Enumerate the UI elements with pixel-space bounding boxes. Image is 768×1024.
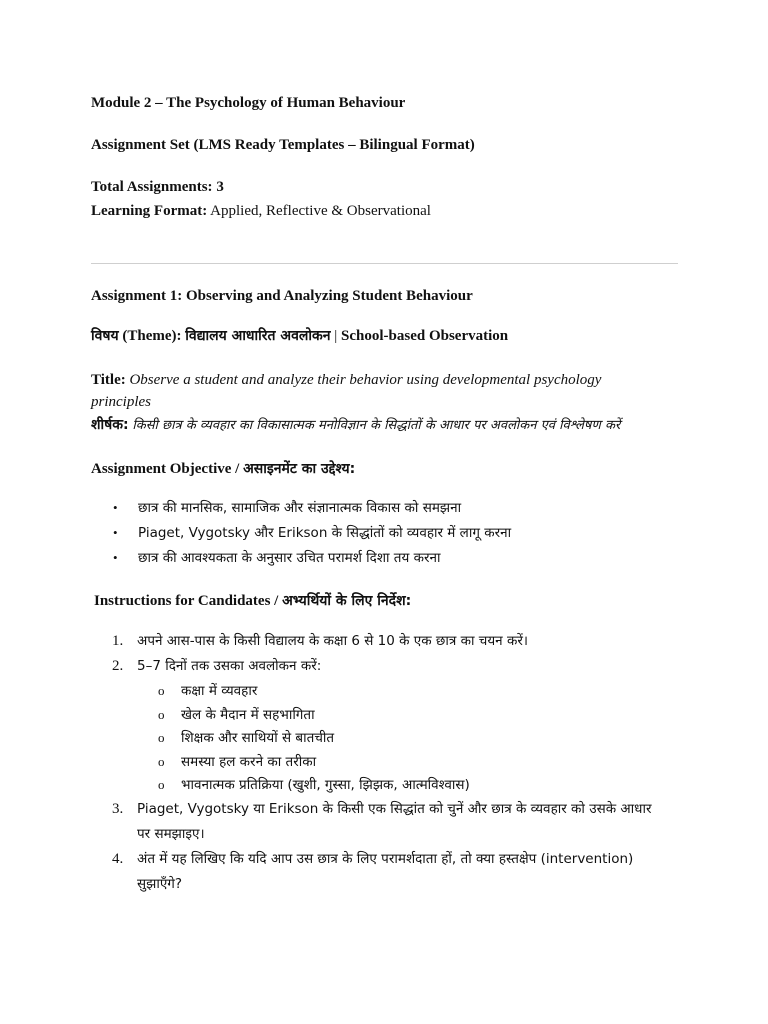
instructions-label-hindi: अभ्यर्थियों के लिए निर्देश:: [282, 593, 412, 609]
objective-list: [91, 497, 678, 572]
hollow-bullet-icon: o: [158, 777, 165, 792]
module-title: Module 2 – The Psychology of Human Behaviour: [91, 95, 406, 111]
sub-item-text: समस्या हल करने का तरीका: [181, 753, 317, 770]
assignment-heading: Assignment 1: Observing and Analyzing Student Behaviour: [91, 288, 473, 304]
step-text: 5–7 दिनों तक उसका अवलोकन करें:: [137, 658, 322, 674]
hollow-bullet-icon: o: [158, 753, 165, 769]
learning-format-line: [91, 200, 678, 222]
title-hindi-value: किसी छात्र के व्यवहार का विकासात्मक मनोविज्ञान के सिद्धांतों के आधार पर अवलोकन एवं विश्लेषण करें: [132, 418, 621, 433]
bullet-icon: •: [113, 500, 118, 515]
objective-label-hindi: असाइनमेंट का उद्देश्य:: [243, 461, 356, 477]
step-text: अपने आस-पास के किसी विद्यालय के कक्षा 6 से 10 के एक छात्र का चयन करें।: [137, 633, 528, 649]
observation-sub-item: [91, 704, 688, 728]
instruction-step: [91, 848, 688, 898]
bullet-icon: •: [113, 550, 118, 565]
objective-item-text: Piaget, Vygotsky और Erikson के सिद्धांतों को व्यवहार में लागू करना: [138, 525, 512, 541]
title-label: Title:: [91, 372, 126, 388]
total-assignments-value: 3: [216, 179, 224, 195]
sub-item-text: भावनात्मक प्रतिक्रिया (खुशी, गुस्सा, झिझक, आत्मविश्वास): [181, 777, 470, 793]
theme-label-hindi: विषय: [91, 328, 119, 344]
assignment-set-heading: Assignment Set (LMS Ready Templates – Bilingual Format): [91, 137, 475, 153]
hollow-bullet-icon: o: [158, 730, 165, 745]
theme-value-hindi: विद्यालय आधारित अवलोकन: [185, 328, 331, 344]
step-text-continued: पर समझाइए।: [137, 825, 205, 842]
sub-item-text: खेल के मैदान में सहभागिता: [181, 706, 315, 723]
hollow-bullet-icon: o: [158, 706, 165, 722]
instruction-step: [91, 798, 688, 848]
title-value-line2: principles: [91, 394, 151, 410]
instruction-step: [91, 655, 688, 798]
objective-item: [91, 547, 678, 572]
observation-sub-item: [91, 774, 688, 798]
observation-sub-item: [91, 727, 688, 751]
objective-label-english: Assignment Objective /: [91, 461, 240, 477]
instructions-label-english: Instructions for Candidates /: [94, 593, 279, 609]
step-number: 2.: [112, 658, 124, 674]
bullet-icon: •: [113, 525, 118, 540]
objective-item-text: छात्र की आवश्यकता के अनुसार उचित परामर्श दिशा तय करना: [138, 550, 441, 566]
theme-label-english: (Theme):: [122, 328, 182, 344]
title-hindi-line: [91, 414, 708, 437]
sub-item-text: शिक्षक और साथियों से बातचीत: [181, 730, 335, 746]
instructions-heading: [94, 590, 678, 612]
theme-line: [91, 325, 678, 347]
objective-item: [91, 522, 678, 547]
observation-sub-item: [91, 680, 688, 704]
step-number: 4.: [112, 850, 124, 867]
objective-heading: [91, 458, 678, 480]
learning-format-value: Applied, Reflective & Observational: [210, 203, 431, 219]
step-number: 1.: [112, 633, 124, 649]
total-assignments-label: Total Assignments:: [91, 179, 213, 195]
learning-format-label: Learning Format:: [91, 203, 208, 219]
theme-value-english: School-based Observation: [341, 328, 509, 344]
horizontal-divider: [91, 263, 678, 264]
step-text: Piaget, Vygotsky या Erikson के किसी एक सिद्धांत को चुनें और छात्र के व्यवहार को उसके आधार: [137, 800, 652, 817]
objective-item-text: छात्र की मानसिक, सामाजिक और संज्ञानात्मक विकास को समझना: [138, 500, 462, 516]
step-text-continued: सुझाएँगे?: [137, 875, 183, 892]
instruction-step: [91, 630, 688, 655]
theme-separator: |: [334, 328, 338, 344]
title-value-line1: Observe a student and analyze their behavior using developmental psychology: [129, 372, 602, 388]
total-assignments-line: [91, 176, 678, 198]
step-number: 3.: [112, 800, 124, 817]
observation-sub-item: [91, 751, 688, 775]
hollow-bullet-icon: o: [158, 683, 165, 698]
objective-item: [91, 497, 678, 522]
instructions-list: [91, 630, 688, 898]
title-hindi-label: शीर्षक:: [91, 417, 129, 433]
step-text: अंत में यह लिखिए कि यदि आप उस छात्र के लिए परामर्शदाता हों, तो क्या हस्तक्षेप (intervention): [137, 850, 634, 867]
title-line: [91, 369, 678, 413]
sub-item-text: कक्षा में व्यवहार: [181, 683, 258, 699]
